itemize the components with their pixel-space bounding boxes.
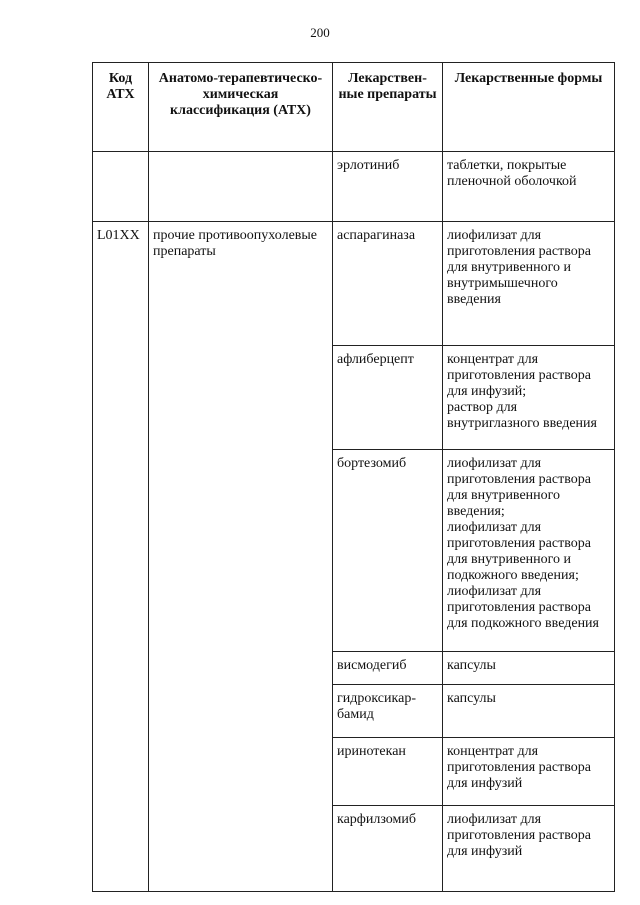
drug-name-cell: эрлотиниб xyxy=(333,152,443,222)
dosage-forms-cell xyxy=(443,738,615,806)
dosage-form-text: лиофилизат для приготовления раствора для инфузий xyxy=(447,812,591,859)
atx-classification-cell xyxy=(149,152,333,222)
page-number: 200 xyxy=(310,25,330,40)
drug-name-cell: висмодегиб xyxy=(333,652,443,685)
drug-name-cell: бортезомиб xyxy=(333,450,443,652)
dosage-form-text: концентрат для приготовления раствора для инфузий; xyxy=(447,352,591,399)
dosage-form-text: таблетки, покрытые пленочной оболочкой xyxy=(447,158,577,189)
dosage-forms-cell xyxy=(443,685,615,738)
table-header-row xyxy=(93,63,615,152)
drug-name-cell: аспарагиназа xyxy=(333,222,443,346)
header-classification: Анатомо-терапевтическо-химическая классификация (АТХ) xyxy=(149,63,333,152)
header-drugs: Лекарствен-ные препараты xyxy=(333,63,443,152)
atx-code-cell: L01XX xyxy=(93,222,149,892)
atx-code-cell xyxy=(93,152,149,222)
dosage-form-text: лиофилизат для приготовления раствора для внутривенного и подкожного введения; xyxy=(447,520,591,583)
dosage-form-text: капсулы xyxy=(447,658,496,673)
dosage-form-text: лиофилизат для приготовления раствора для подкожного введения xyxy=(447,584,599,631)
drug-name-cell: гидроксикар-бамид xyxy=(333,685,443,738)
atx-drug-table xyxy=(92,62,615,892)
dosage-forms-cell xyxy=(443,450,615,652)
dosage-forms-cell xyxy=(443,346,615,450)
dosage-forms-cell xyxy=(443,806,615,892)
dosage-form-text: капсулы xyxy=(447,691,496,706)
drug-name-cell: иринотекан xyxy=(333,738,443,806)
dosage-form-text: раствор для внутриглазного введения xyxy=(447,400,597,431)
drug-name-cell: афлиберцепт xyxy=(333,346,443,450)
dosage-form-text: концентрат для приготовления раствора для инфузий xyxy=(447,744,591,791)
table-row xyxy=(93,222,615,346)
dosage-form-text: лиофилизат для приготовления раствора для внутривенного введения; xyxy=(447,456,591,519)
header-code: Код АТХ xyxy=(93,63,149,152)
dosage-forms-cell xyxy=(443,652,615,685)
table-row xyxy=(93,152,615,222)
header-forms: Лекарственные формы xyxy=(443,63,615,152)
atx-classification-cell: прочие противоопухолевые препараты xyxy=(149,222,333,892)
dosage-form-text: лиофилизат для приготовления раствора для внутривенного и внутримышечного введения xyxy=(447,228,591,307)
drug-name-cell: карфилзомиб xyxy=(333,806,443,892)
dosage-forms-cell xyxy=(443,152,615,222)
dosage-forms-cell xyxy=(443,222,615,346)
